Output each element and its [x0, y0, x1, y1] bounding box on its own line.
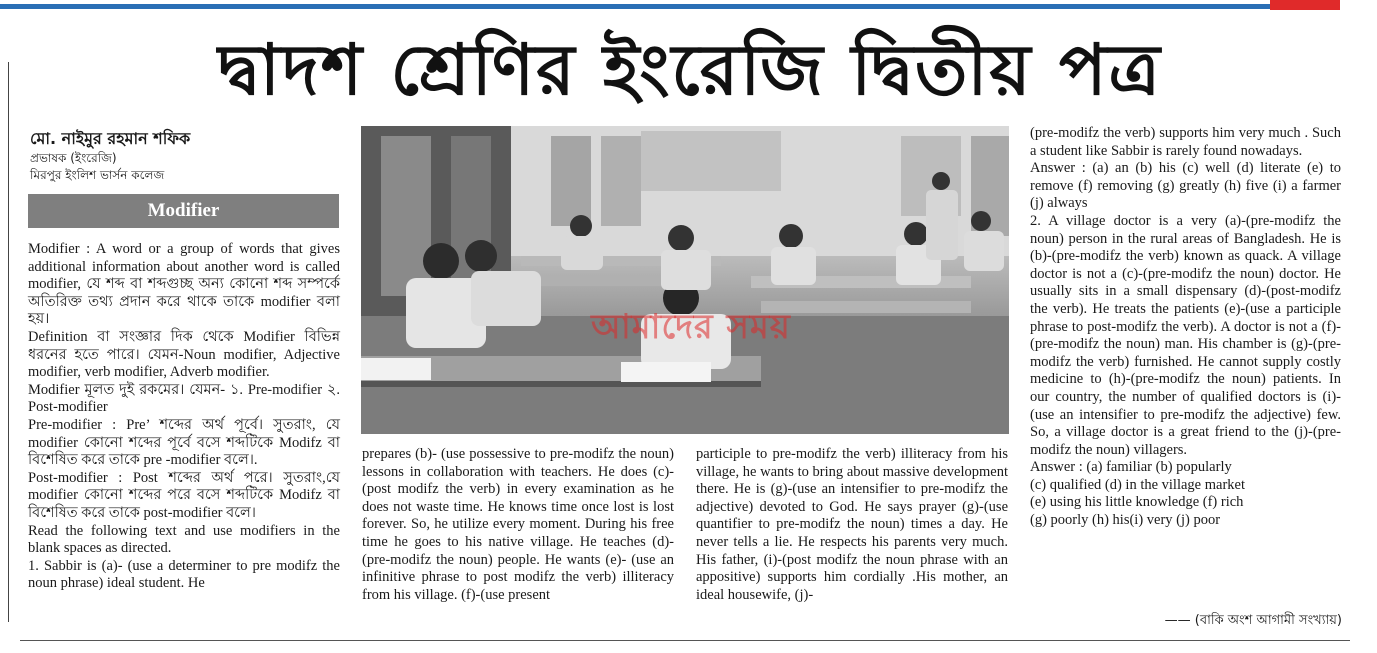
section-title: Modifier — [28, 194, 339, 228]
answer-line: (c) qualified (d) in the village market — [1030, 476, 1245, 493]
author-institution: মিরপুর ইংলিশ ভার্সন কলেজ — [30, 168, 165, 182]
author-name: মো. নাইমুর রহমান শফিক — [30, 129, 191, 148]
paragraph: Read the following text and use modifiers in the blank spaces as directed. — [28, 522, 340, 557]
top-color-bar — [0, 4, 1270, 9]
paragraph: (pre-modifz the verb) supports him very much . Such a student like Sabbir is rarely found nowadays. — [1030, 125, 1341, 159]
answer-line: Answer : (a) familiar (b) popularly — [1030, 459, 1232, 476]
paragraph: Modifier মূলত দুই রকমের। যেমন- ১. Pre-modifier ২. Post-modifier — [28, 381, 340, 416]
paragraph: Modifier : A word or a group of words that gives additional information about another word is called modifier, যে শব্দ বা শব্দগুচ্ছ অন্য কোনো শব্দ সম্পর্কে অতিরিক্ত তথ্য প্রদান করে থাকে তাকে modifier বলা হয়। — [28, 241, 340, 328]
paragraph: prepares (b)- (use possessive to pre-modifz the noun) lessons in collaboration with teachers. He does (c)-(post modifz the verb) in every examination as he does not waste time. He knows time once lost is lost forever. So, he utilize every moment. During his free time he goes to his native village. He teaches (d)-(pre-modifz the noun) people. He wants (e)- (use an infinitive phrase to post modifz the verb) illiteracy from his village. (f)-(use present — [362, 446, 674, 603]
top-accent-block — [1270, 0, 1340, 10]
photo-watermark: আমাদের সময় — [591, 307, 791, 347]
paragraph: 1. Sabbir is (a)- (use a determiner to pre modifz the noun phrase) ideal student. He — [28, 557, 340, 592]
author-designation: প্রভাষক (ইংরেজি) — [30, 151, 117, 165]
article-column-3 — [696, 446, 1008, 604]
exam-hall-photo — [361, 126, 1009, 434]
bottom-rule — [20, 640, 1350, 641]
paragraph: participle to pre-modifz the verb) illiteracy from his village, he wants to bring about massive development there. He is (g)-(use an intensifier to pre-modifz the adjective) devoted to God. He says prayer (g)-(use quantifier to pre-modifz the noun) times a day. He never tells a lie. He respects his parents very much. His father, (i)-(post modifz the noun phrase with an appositive) supports him cordially .His mother, an ideal housewife, (j)- — [696, 446, 1008, 603]
exam-hall-illustration — [361, 126, 1009, 434]
paragraph: 2. A village doctor is a very (a)-(pre-modifz the noun) person in the rural areas of Bangladesh. He is (b)-(pre-modifz the verb) known as quack. A village doctor is not a (c)-(pre-modifz the noun) doctor. He usually sits in a small dispensary (d)-(post-modifz the verb). He treats the patients (e)-(use a participle phrase to post-modifz the verb). A doctor is not a (f)-(pre-modifz the noun) man. His chamber is (g)-(pre-modifz the verb) furnished. He cannot supply costly medicine to (h)-(pre-modifz the noun) patients. In our country, the number of qualified doctors is (i)-(use an intensifier to pre-modifz the adjective) few. So, a village doctor is a great friend to the (j)-(pre-modifz the noun) villagers. — [1030, 212, 1341, 458]
answer-line: (g) poorly (h) his(i) very (j) poor — [1030, 512, 1221, 529]
paragraph: Post-modifier : Post শব্দের অর্থ পরে। সুতরাং,যে modifier কোনো শব্দের পরে বসে শব্দটিকে Modifz বা বিশেষিত করে তাকে post-modifier বলে। — [28, 469, 340, 521]
continued-note: —— (বাকি অংশ আগামী সংখ্যায়) — [1164, 613, 1342, 628]
paragraph: Definition বা সংজ্ঞার দিক থেকে Modifier বিভিন্ন ধরনের হতে পারে। যেমন-Noun modifier, Adjective modifier, verb modifier, Adverb modifier. — [28, 328, 340, 381]
article-column-2 — [362, 446, 674, 604]
left-rule — [8, 62, 9, 622]
article-column-4 — [1030, 125, 1341, 530]
answer-paragraph: Answer : (a) an (b) his (c) well (d) literate (e) to remove (f) removing (g) greatly (h) five (i) a farmer (j) always — [1030, 160, 1341, 212]
answer-line: (e) using his little knowledge (f) rich — [1030, 494, 1244, 511]
article-column-1 — [28, 241, 340, 593]
paragraph: Pre-modifier : Pre’ শব্দের অর্থ পূর্বে। সুতরাং, যে modifier কোনো শব্দের পূর্বে বসে শব্দটিকে Modifz বা বিশেষিত করে তাকে pre -modifier বলে।. — [28, 416, 340, 469]
author-block — [30, 128, 350, 184]
page-headline: দ্বাদশ শ্রেণির ইংরেজি দ্বিতীয় পত্র — [218, 29, 1162, 111]
